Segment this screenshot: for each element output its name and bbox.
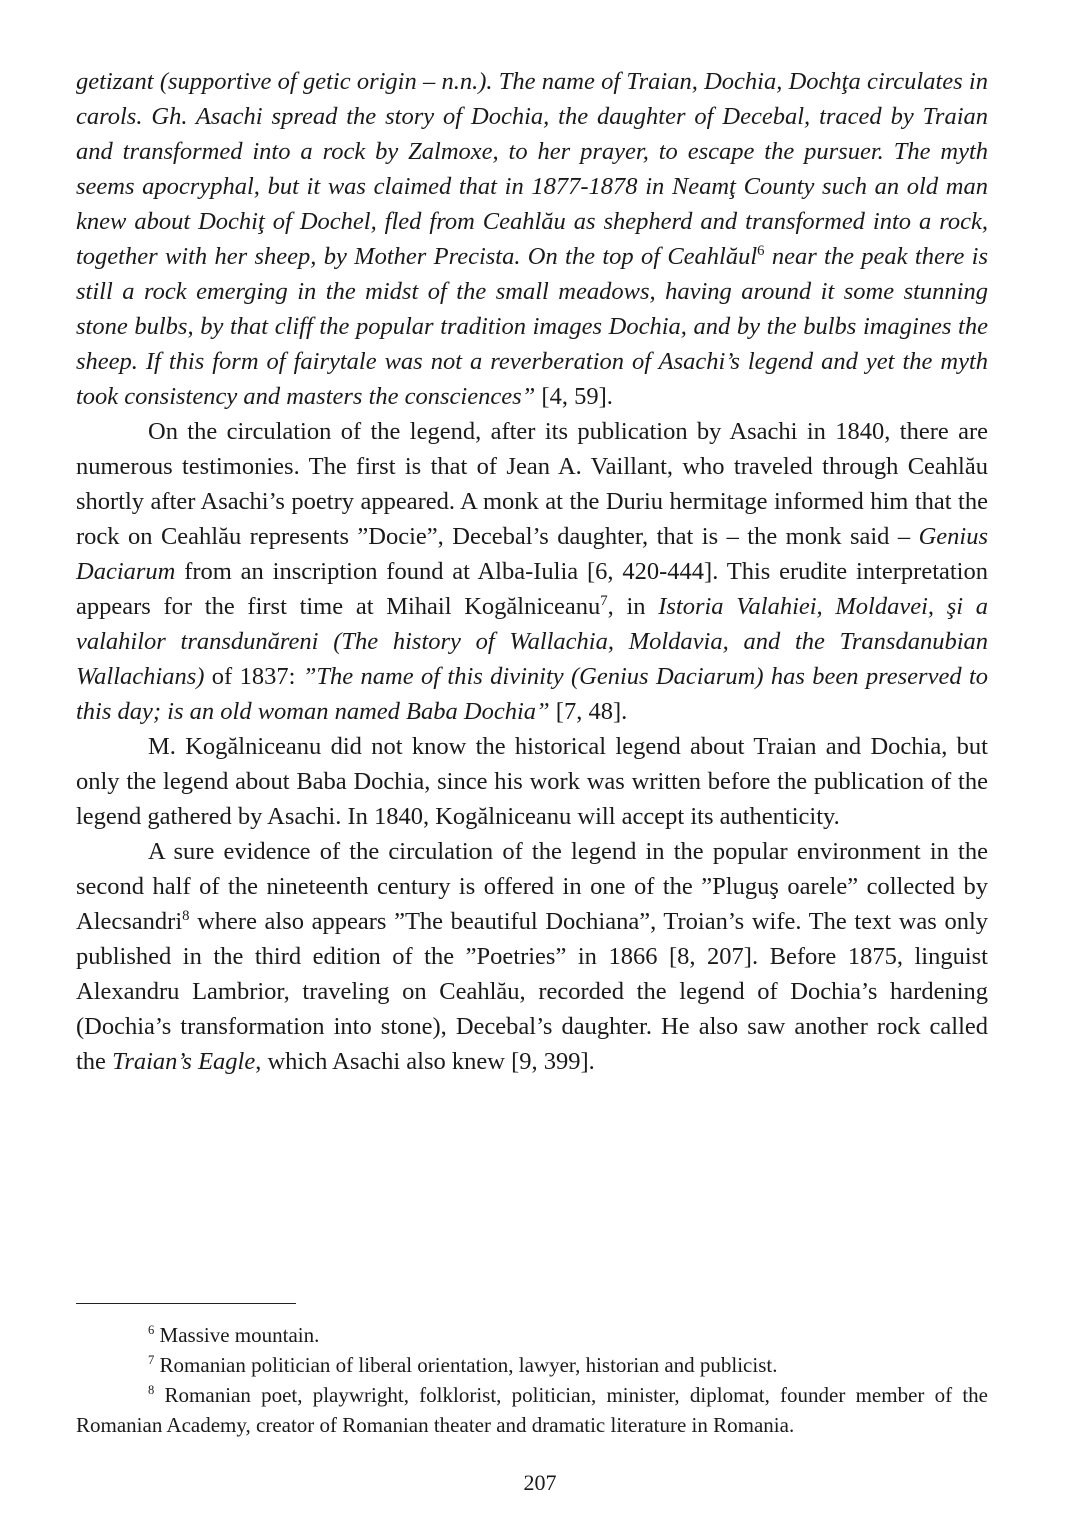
citation: [7, 48].	[549, 698, 628, 725]
footnotes	[76, 1320, 988, 1440]
text-run: , which Asachi also knew [9, 399].	[255, 1048, 595, 1075]
paragraph-evidence	[76, 834, 988, 1079]
footnote-8	[76, 1380, 988, 1440]
text-run: from an inscription found at Alba-Iulia [6, 420-444]. This erudite interpretation appears for the first time at Mihail Kogălniceanu	[76, 558, 988, 620]
text-run: of 1837:	[204, 663, 303, 690]
text-run: , in	[607, 593, 659, 620]
page-number: 207	[523, 1470, 557, 1495]
text-run: On the circulation of the legend, after its publication by Asachi in 1840, there are numerous testimonies. The first is that of Jean A. Vaillant, who traveled through Ceahlău shortly after Asachi’s poetry appeared. A monk at the Duriu hermitage informed him that the rock on Ceahlău represents ”Docie”, Decebal’s daughter, that is – the monk said –	[76, 418, 988, 550]
footnote-text: Massive mountain.	[154, 1323, 320, 1347]
footnote-text: Romanian poet, playwright, folklorist, politician, minister, diplomat, founder member of the Romanian Academy, creator of Romanian theater and dramatic literature in Romania.	[76, 1383, 988, 1437]
paragraph-kogalniceanu	[76, 729, 988, 834]
footnote-7	[76, 1350, 988, 1380]
italic-traians-eagle: Traian’s Eagle	[112, 1048, 256, 1075]
italic-genius-daciarum: Genius Daciarum	[76, 523, 988, 585]
text-run: M. Kogălniceanu did not know the historical legend about Traian and Dochia, but only the legend about Baba Dochia, since his work was written before the publication of the legend gathered by Asachi. In 1840, Kogălniceanu will accept its authenticity.	[76, 733, 988, 830]
text-run: A sure evidence of the circulation of the legend in the popular environment in the second half of the nineteenth century is offered in one of the ”Pluguş oarele” collected by Alecsandri	[76, 838, 988, 935]
text-run: where also appears ”The beautiful Dochiana”, Troian’s wife. The text was only published in the third edition of the ”Poetries” in 1866 [8, 207]. Before 1875, linguist Alexandru Lambrior, traveling on Ceahlău, recorded the legend of Dochia’s hardening (Dochia’s transformation into stone), Decebal’s daughter. He also saw another rock called the	[76, 908, 988, 1075]
footnote-number: 7	[148, 1353, 155, 1367]
italic-quotation: ”The name of this divinity (Genius Daciarum) has been preserved to this day; is an old woman named Baba Dochia”	[76, 663, 989, 725]
main-text	[76, 64, 988, 1079]
footnote-number: 6	[148, 1323, 155, 1337]
footnote-ref-7: 7	[600, 592, 608, 609]
paragraph-circulation	[76, 414, 988, 729]
footnote-divider	[76, 1303, 296, 1304]
quote-text-continued: near the peak there is still a rock emerging in the midst of the small meadows, having around it some stunning stone bulbs, by that cliff the popular tradition images Dochia, and by the bulbs imagines the sheep. If this form of fairytale was not a reverberation of Asachi’s legend and yet the myth took consistency and masters the consciences”	[76, 243, 988, 410]
footnote-ref-6: 6	[757, 242, 765, 259]
italic-book-title: Istoria Valahiei, Moldavei, şi a valahilor transdunăreni (The history of Wallachia, Moldavia, and the Transdanubian Wallachians)	[76, 593, 989, 690]
footnote-6	[76, 1320, 988, 1350]
quote-text: getizant (supportive of getic origin – n.n.). The name of Traian, Dochia, Dochţa circulates in carols. Gh. Asachi spread the story of Dochia, the daughter of Decebal, traced by Traian and transformed into a rock by Zalmoxe, to her prayer, to escape the pursuer. The myth seems apocryphal, but it was claimed that in 1877-1878 in Neamţ County such an old man knew about Dochiţ of Dochel, fled from Ceahlău as shepherd and transformed into a rock, together with her sheep, by Mother Precista. On the top of Ceahlăul	[76, 68, 988, 270]
paragraph-quote-dochia	[76, 64, 988, 414]
footnote-text: Romanian politician of liberal orientation, lawyer, historian and publicist.	[154, 1353, 778, 1377]
footnote-ref-8: 8	[182, 907, 190, 924]
citation: [4, 59].	[535, 383, 613, 410]
footnote-number: 8	[148, 1383, 155, 1397]
